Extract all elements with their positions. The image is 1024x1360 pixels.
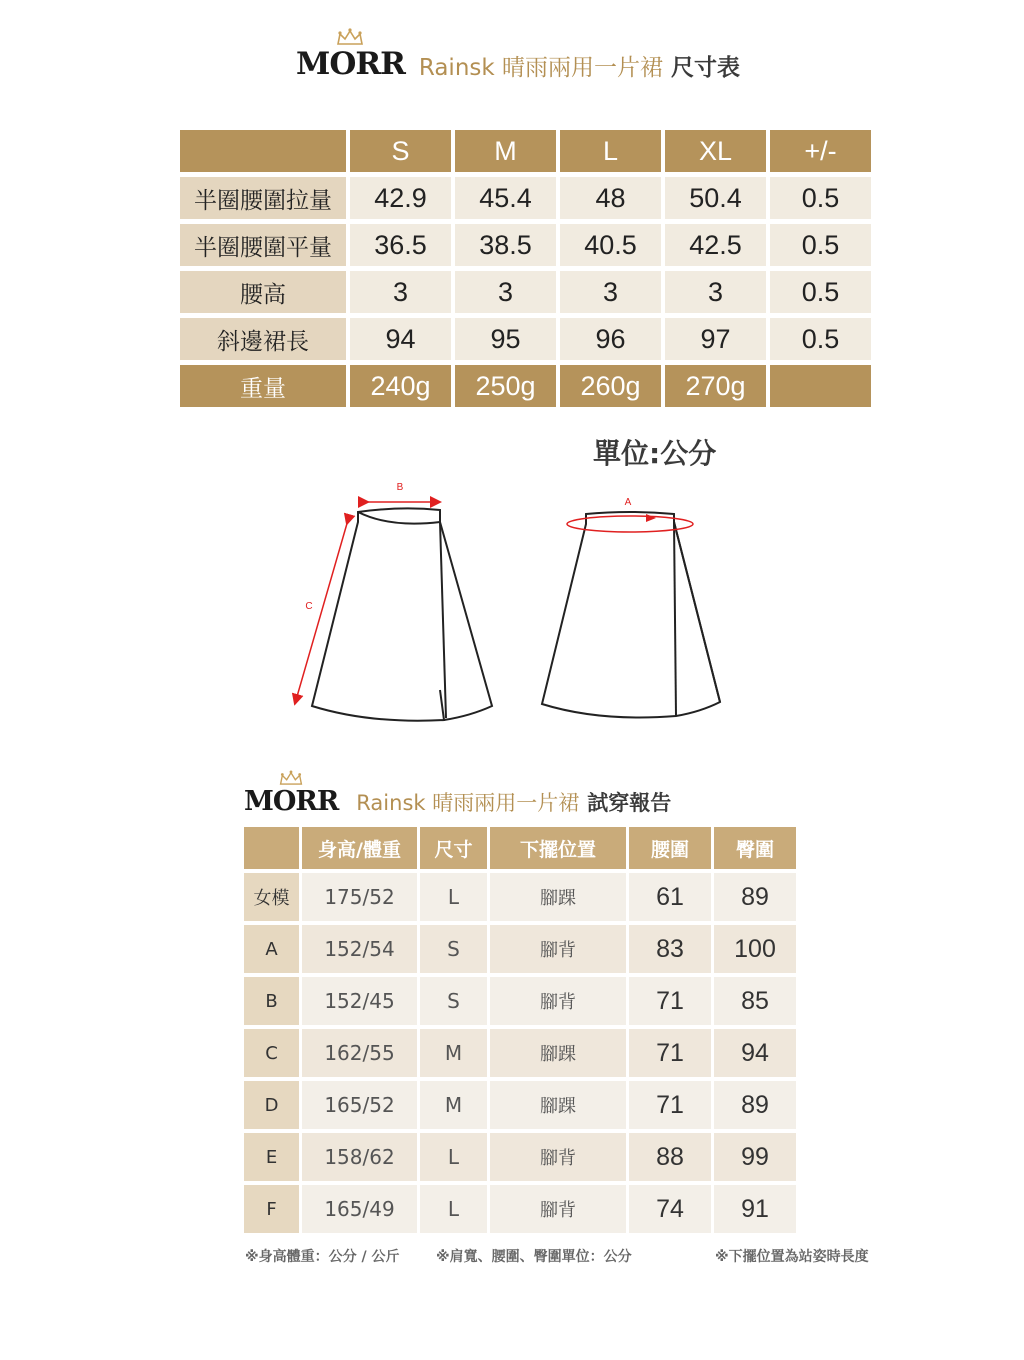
header-cell: XL — [665, 130, 766, 172]
cell: 50.4 — [665, 177, 766, 219]
hem-position: 腳背 — [490, 977, 626, 1025]
cell: 42.9 — [350, 177, 451, 219]
section-title: 試穿報告 — [587, 791, 672, 815]
size-value: L — [420, 1133, 487, 1181]
page-title: 尺寸表 — [671, 55, 741, 81]
cell — [770, 365, 871, 407]
cell: 36.5 — [350, 224, 451, 266]
hip-value: 89 — [714, 1081, 796, 1129]
brand-logo: MORR — [296, 46, 405, 82]
hip-value: 99 — [714, 1133, 796, 1181]
header-cell — [180, 130, 346, 172]
fit-report-header — [244, 786, 671, 817]
cell: 3 — [455, 271, 556, 313]
hip-value: 100 — [714, 925, 796, 973]
cell: 250g — [455, 365, 556, 407]
unit-note: 單位:公分 — [593, 437, 717, 470]
header-cell: 臀圍 — [714, 827, 796, 869]
row-label: 腰高 — [180, 271, 346, 313]
header-cell: 尺寸 — [420, 827, 487, 869]
product-name: Rainsk 晴雨兩用一片裙 — [418, 55, 664, 81]
size-value: S — [420, 977, 487, 1025]
skirt-back-outline — [542, 512, 720, 718]
measure-c-arrow — [296, 520, 348, 700]
label-c: C — [305, 601, 313, 612]
waist-value: 74 — [629, 1185, 711, 1233]
label-b: B — [396, 482, 404, 493]
cell: 260g — [560, 365, 661, 407]
header-cell — [244, 827, 299, 869]
table-row — [180, 177, 871, 219]
fit-table-header — [244, 827, 796, 869]
height-weight: 175/52 — [302, 873, 417, 921]
header-cell: 身高/體重 — [302, 827, 417, 869]
header-cell: 下擺位置 — [490, 827, 626, 869]
model-label: E — [244, 1133, 299, 1181]
footnote-hem: ※下擺位置為站姿時長度 — [715, 1249, 869, 1265]
table-row — [180, 271, 871, 313]
cell: 0.5 — [770, 271, 871, 313]
model-label: F — [244, 1185, 299, 1233]
label-a: A — [624, 497, 632, 508]
header-cell: M — [455, 130, 556, 172]
height-weight: 162/55 — [302, 1029, 417, 1077]
cell: 240g — [350, 365, 451, 407]
size-value: M — [420, 1081, 487, 1129]
cell: 94 — [350, 318, 451, 360]
table-row — [180, 365, 871, 407]
height-weight: 165/49 — [302, 1185, 417, 1233]
header-cell: +/- — [770, 130, 871, 172]
cell: 48 — [560, 177, 661, 219]
header-cell: S — [350, 130, 451, 172]
hem-position: 腳踝 — [490, 1029, 626, 1077]
hem-position: 腳踝 — [490, 873, 626, 921]
size-value: L — [420, 873, 487, 921]
height-weight: 152/54 — [302, 925, 417, 973]
brand-logo: MORR — [244, 786, 338, 817]
cell: 95 — [455, 318, 556, 360]
cell: 3 — [350, 271, 451, 313]
height-weight: 165/52 — [302, 1081, 417, 1129]
hem-position: 腳背 — [490, 1133, 626, 1181]
cell: 97 — [665, 318, 766, 360]
cell: 40.5 — [560, 224, 661, 266]
cell: 38.5 — [455, 224, 556, 266]
size-table-header — [180, 130, 871, 172]
hip-value: 89 — [714, 873, 796, 921]
crown-icon — [278, 770, 304, 786]
cell: 45.4 — [455, 177, 556, 219]
cell: 3 — [560, 271, 661, 313]
table-row — [180, 224, 871, 266]
table-row — [180, 318, 871, 360]
cell: 0.5 — [770, 224, 871, 266]
waist-value: 88 — [629, 1133, 711, 1181]
hip-value: 91 — [714, 1185, 796, 1233]
hem-position: 腳背 — [490, 925, 626, 973]
cell: 96 — [560, 318, 661, 360]
waist-value: 61 — [629, 873, 711, 921]
height-weight: 158/62 — [302, 1133, 417, 1181]
skirt-diagram — [0, 470, 1024, 770]
cell: 270g — [665, 365, 766, 407]
footnote-units: ※肩寬、腰圍、臀圍單位：公分 — [436, 1249, 632, 1265]
hem-position: 腳背 — [490, 1185, 626, 1233]
crown-icon — [335, 28, 365, 46]
table-row — [244, 1029, 796, 1077]
row-label: 重量 — [180, 365, 346, 407]
waist-value: 71 — [629, 1081, 711, 1129]
cell: 42.5 — [665, 224, 766, 266]
model-label: C — [244, 1029, 299, 1077]
table-row — [244, 1081, 796, 1129]
size-value: S — [420, 925, 487, 973]
cell: 0.5 — [770, 177, 871, 219]
model-label: 女模 — [244, 873, 299, 921]
size-table — [176, 125, 875, 412]
waist-value: 71 — [629, 1029, 711, 1077]
height-weight: 152/45 — [302, 977, 417, 1025]
size-value: L — [420, 1185, 487, 1233]
table-row — [244, 977, 796, 1025]
cell: 0.5 — [770, 318, 871, 360]
table-row — [244, 873, 796, 921]
hip-value: 85 — [714, 977, 796, 1025]
footnote-height-weight: ※身高體重：公分 / 公斤 — [245, 1249, 400, 1265]
waist-value: 83 — [629, 925, 711, 973]
product-name: Rainsk 晴雨兩用一片裙 — [356, 791, 580, 815]
row-label: 半圈腰圍平量 — [180, 224, 346, 266]
waist-value: 71 — [629, 977, 711, 1025]
table-row — [244, 925, 796, 973]
skirt-front-outline — [312, 508, 492, 720]
table-row — [244, 1133, 796, 1181]
model-label: D — [244, 1081, 299, 1129]
model-label: B — [244, 977, 299, 1025]
header-cell: 腰圍 — [629, 827, 711, 869]
header-cell: L — [560, 130, 661, 172]
size-chart-header — [296, 46, 740, 82]
fit-table — [241, 823, 799, 1237]
cell: 3 — [665, 271, 766, 313]
size-value: M — [420, 1029, 487, 1077]
hip-value: 94 — [714, 1029, 796, 1077]
row-label: 半圈腰圍拉量 — [180, 177, 346, 219]
hem-position: 腳踝 — [490, 1081, 626, 1129]
row-label: 斜邊裙長 — [180, 318, 346, 360]
table-row — [244, 1185, 796, 1233]
model-label: A — [244, 925, 299, 973]
